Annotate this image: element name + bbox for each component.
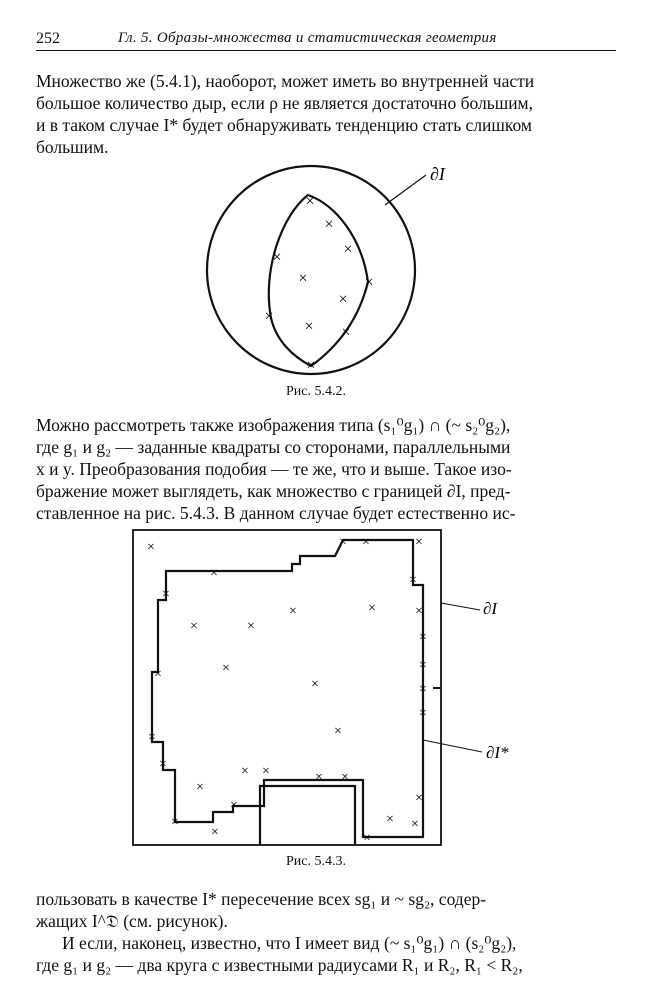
boundary-label: ∂I: [430, 164, 445, 184]
sample-points: [264, 193, 373, 374]
point-marker: ×: [196, 780, 204, 795]
point-marker: ×: [222, 661, 230, 676]
point-marker: ×: [162, 587, 170, 602]
point-marker: ×: [341, 324, 351, 341]
figure-5-4-2: [207, 166, 426, 374]
point-marker: ×: [419, 682, 427, 697]
figure-caption: Рис. 5.4.3.: [286, 854, 346, 869]
inner-set-boundary: [269, 195, 368, 366]
point-marker: ×: [304, 318, 314, 335]
point-marker: ×: [305, 193, 315, 210]
point-marker: ×: [315, 770, 323, 785]
text-line: большое количество дыр, если ρ не является достаточно большим,: [36, 93, 534, 113]
text-line: большим.: [36, 137, 109, 157]
point-marker: ×: [262, 764, 270, 779]
sample-points: [147, 535, 427, 846]
point-marker: ×: [339, 535, 347, 550]
text-line: жащих I^𝔇 (см. рисунок).: [36, 911, 228, 931]
point-marker: ×: [211, 825, 219, 840]
point-marker: ×: [409, 573, 417, 588]
point-marker: ×: [247, 619, 255, 634]
paragraph-3: [36, 888, 616, 932]
point-marker: ×: [230, 798, 238, 813]
figure-5-4-3: [133, 530, 482, 845]
label-leader-line: [441, 603, 480, 610]
figure-caption: Рис. 5.4.2.: [286, 384, 346, 399]
text-line: где g₁ и g₂ — заданные квадраты со сторонами, параллельными: [36, 437, 511, 457]
outer-square-boundary: [133, 530, 441, 845]
point-marker: ×: [419, 658, 427, 673]
point-marker: ×: [363, 831, 371, 846]
point-marker: ×: [306, 357, 316, 374]
point-marker: ×: [415, 791, 423, 806]
point-marker: ×: [154, 667, 162, 682]
point-marker: ×: [241, 764, 249, 779]
paragraph-4: [36, 932, 616, 976]
estimate-boundary-label: ∂I*: [486, 743, 509, 762]
text-line: x и y. Преобразования подобия — те же, что и выше. Такое изо-: [36, 459, 512, 479]
point-marker: ×: [419, 706, 427, 721]
text-line: Множество же (5.4.1), наоборот, может иметь во внутренней части: [36, 71, 535, 91]
page-number: 252: [36, 30, 60, 47]
point-marker: ×: [324, 216, 334, 233]
point-marker: ×: [386, 812, 394, 827]
boundary-label: ∂I: [483, 599, 498, 618]
inner-notch-boundary: [260, 786, 355, 845]
text-line: бражение может выглядеть, как множество с границей ∂I, пред-: [36, 481, 511, 501]
point-marker: ×: [210, 566, 218, 581]
label-leader-line: [423, 740, 482, 752]
text-line: И если, наконец, известно, что I имеет вид (~ s₁⁰g₁) ∩ (s₂⁰g₂),: [62, 933, 517, 953]
point-marker: ×: [338, 291, 348, 308]
estimated-boundary: [152, 540, 423, 837]
point-marker: ×: [190, 619, 198, 634]
text-line: ставленное на рис. 5.4.3. В данном случае будет естественно ис-: [36, 503, 516, 523]
point-marker: ×: [148, 730, 156, 745]
point-marker: ×: [171, 815, 179, 830]
point-marker: ×: [334, 724, 342, 739]
point-marker: ×: [368, 601, 376, 616]
point-marker: ×: [364, 274, 374, 291]
point-marker: ×: [289, 604, 297, 619]
point-marker: ×: [264, 308, 274, 325]
point-marker: ×: [411, 817, 419, 832]
text-line: пользовать в качестве I* пересечение всех sg₁ и ~ sg₂, содер-: [36, 889, 487, 909]
point-marker: ×: [341, 770, 349, 785]
point-marker: ×: [272, 249, 282, 266]
point-marker: ×: [419, 630, 427, 645]
paragraph-2: [36, 414, 616, 524]
point-marker: ×: [415, 604, 423, 619]
point-marker: ×: [159, 757, 167, 772]
label-leader-line: [385, 175, 426, 205]
point-marker: ×: [298, 270, 308, 287]
text-line: где g₁ и g₂ — два круга с известными радиусами R₁ и R₂, R₁ < R₂,: [36, 955, 523, 975]
point-marker: ×: [343, 241, 353, 258]
point-marker: ×: [415, 535, 423, 550]
point-marker: ×: [311, 677, 319, 692]
text-line: Можно рассмотреть также изображения типа (s₁⁰g₁) ∩ (~ s₂⁰g₂),: [36, 415, 511, 435]
running-title: Гл. 5. Образы-множества и статистическая геометрия: [118, 30, 497, 46]
point-marker: ×: [362, 535, 370, 550]
point-marker: ×: [147, 540, 155, 555]
text-line: и в таком случае I* будет обнаруживать тенденцию стать слишком: [36, 115, 532, 135]
